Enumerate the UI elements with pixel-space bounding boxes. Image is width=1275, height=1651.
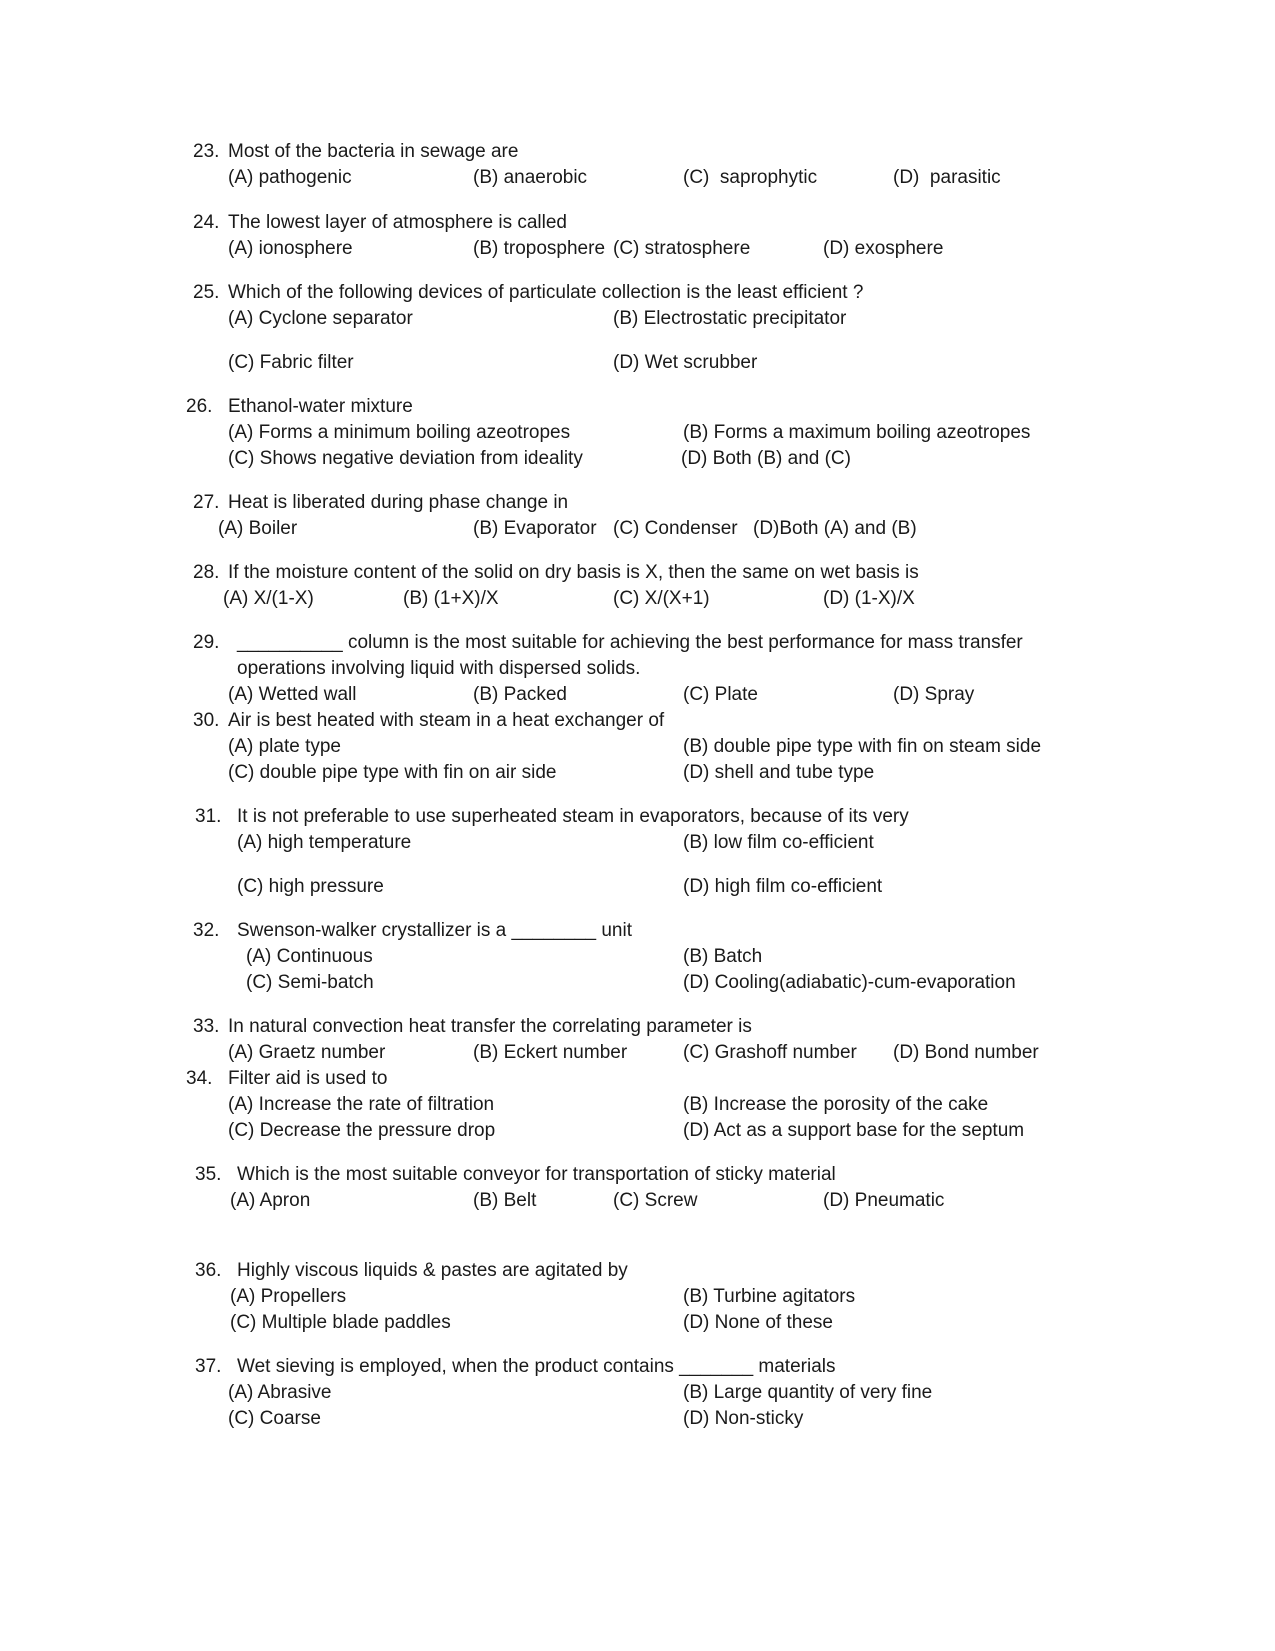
option-c: (C) saprophytic bbox=[683, 167, 818, 188]
option-b: (B) Evaporator bbox=[473, 518, 597, 539]
option-d: (D) Both (B) and (C) bbox=[681, 448, 851, 469]
option-d: (D) Wet scrubber bbox=[613, 352, 758, 373]
option-c: (C) Fabric filter bbox=[228, 352, 354, 373]
option-a: (A) Apron bbox=[230, 1190, 311, 1211]
option-d: (D) Spray bbox=[893, 684, 975, 705]
option-d: (D) Non-sticky bbox=[683, 1408, 804, 1429]
option-c: (C) Semi-batch bbox=[246, 972, 374, 993]
option-a: (A) pathogenic bbox=[228, 167, 352, 188]
question-stem: Ethanol-water mixture bbox=[228, 396, 413, 417]
question-number: 29. bbox=[193, 632, 220, 653]
question-stem: If the moisture content of the solid on dry basis is X, then the same on wet basis is bbox=[228, 562, 919, 583]
option-c: (C) Multiple blade paddles bbox=[230, 1312, 451, 1333]
option-d: (D) Act as a support base for the septum bbox=[683, 1120, 1025, 1141]
question-number: 33. bbox=[193, 1016, 220, 1037]
option-b: (B) Belt bbox=[473, 1190, 537, 1211]
option-b: (B) troposphere bbox=[473, 238, 606, 259]
option-b: (B) Eckert number bbox=[473, 1042, 628, 1063]
question-number: 25. bbox=[193, 282, 220, 303]
option-d: (D) Cooling(adiabatic)-cum-evaporation bbox=[683, 972, 1016, 993]
question-stem-continued: operations involving liquid with dispersed solids. bbox=[237, 658, 641, 679]
question-stem: Filter aid is used to bbox=[228, 1068, 388, 1089]
option-d: (D) high film co-efficient bbox=[683, 876, 883, 897]
option-b: (B) anaerobic bbox=[473, 167, 588, 188]
option-b: (B) Increase the porosity of the cake bbox=[683, 1094, 989, 1115]
question-stem: Heat is liberated during phase change in bbox=[228, 492, 569, 513]
option-d: (D) (1-X)/X bbox=[823, 588, 915, 609]
option-d: (D) shell and tube type bbox=[683, 762, 875, 783]
question-number: 37. bbox=[195, 1356, 222, 1377]
option-d: (D) Pneumatic bbox=[823, 1190, 945, 1211]
option-a: (A) Continuous bbox=[246, 946, 373, 967]
option-b: (B) Packed bbox=[473, 684, 567, 705]
option-c: (C) Grashoff number bbox=[683, 1042, 857, 1063]
option-a: (A) Abrasive bbox=[228, 1382, 332, 1403]
question-stem: In natural convection heat transfer the correlating parameter is bbox=[228, 1016, 752, 1037]
option-d: (D) parasitic bbox=[893, 167, 1001, 188]
question-stem: It is not preferable to use superheated steam in evaporators, because of its very bbox=[237, 806, 909, 827]
option-b: (B) double pipe type with fin on steam side bbox=[683, 736, 1042, 757]
option-c: (C) Decrease the pressure drop bbox=[228, 1120, 496, 1141]
option-a: (A) ionosphere bbox=[228, 238, 353, 259]
option-b: (B) (1+X)/X bbox=[403, 588, 499, 609]
question-number: 23. bbox=[193, 141, 220, 162]
question-stem: Which is the most suitable conveyor for transportation of sticky material bbox=[237, 1164, 836, 1185]
question-stem: The lowest layer of atmosphere is called bbox=[228, 212, 567, 233]
question-number: 28. bbox=[193, 562, 220, 583]
option-c: (C) high pressure bbox=[237, 876, 384, 897]
option-d: (D) exosphere bbox=[823, 238, 944, 259]
option-c: (C) Condenser bbox=[613, 518, 738, 539]
option-a: (A) Cyclone separator bbox=[228, 308, 413, 329]
option-a: (A) Forms a minimum boiling azeotropes bbox=[228, 422, 571, 443]
question-number: 31. bbox=[195, 806, 222, 827]
option-c: (C) Coarse bbox=[228, 1408, 321, 1429]
question-stem: __________ column is the most suitable for achieving the best performance for mass transfer bbox=[237, 632, 1023, 653]
question-number: 26. bbox=[186, 396, 213, 417]
question-number: 34. bbox=[186, 1068, 213, 1089]
question-number: 30. bbox=[193, 710, 220, 731]
question-number: 27. bbox=[193, 492, 220, 513]
option-b: (B) Turbine agitators bbox=[683, 1286, 856, 1307]
question-stem: Wet sieving is employed, when the product contains _______ materials bbox=[237, 1356, 836, 1377]
option-b: (B) Large quantity of very fine bbox=[683, 1382, 933, 1403]
option-a: (A) Boiler bbox=[218, 518, 298, 539]
question-number: 35. bbox=[195, 1164, 222, 1185]
option-a: (A) X/(1-X) bbox=[223, 588, 314, 609]
option-b: (B) Electrostatic precipitator bbox=[613, 308, 847, 329]
option-c: (C) Screw bbox=[613, 1190, 698, 1211]
option-d: (D)Both (A) and (B) bbox=[753, 518, 917, 539]
question-number: 32. bbox=[193, 920, 220, 941]
question-number: 36. bbox=[195, 1260, 222, 1281]
option-c: (C) Shows negative deviation from ideality bbox=[228, 448, 583, 469]
question-stem: Air is best heated with steam in a heat exchanger of bbox=[228, 710, 665, 731]
option-b: (B) low film co-efficient bbox=[683, 832, 874, 853]
option-d: (D) Bond number bbox=[893, 1042, 1039, 1063]
question-stem: Which of the following devices of particulate collection is the least efficient ? bbox=[228, 282, 864, 303]
option-a: (A) Wetted wall bbox=[228, 684, 357, 705]
option-d: (D) None of these bbox=[683, 1312, 833, 1333]
option-a: (A) Increase the rate of filtration bbox=[228, 1094, 495, 1115]
option-c: (C) X/(X+1) bbox=[613, 588, 710, 609]
option-c: (C) Plate bbox=[683, 684, 758, 705]
option-a: (A) Graetz number bbox=[228, 1042, 386, 1063]
option-a: (A) plate type bbox=[228, 736, 341, 757]
option-a: (A) high temperature bbox=[237, 832, 412, 853]
option-b: (B) Batch bbox=[683, 946, 763, 967]
question-number: 24. bbox=[193, 212, 220, 233]
option-a: (A) Propellers bbox=[230, 1286, 347, 1307]
option-b: (B) Forms a maximum boiling azeotropes bbox=[683, 422, 1031, 443]
option-c: (C) double pipe type with fin on air side bbox=[228, 762, 557, 783]
question-stem: Swenson-walker crystallizer is a ________ unit bbox=[237, 920, 632, 941]
question-stem: Most of the bacteria in sewage are bbox=[228, 141, 519, 162]
option-c: (C) stratosphere bbox=[613, 238, 751, 259]
question-stem: Highly viscous liquids & pastes are agitated by bbox=[237, 1260, 628, 1281]
